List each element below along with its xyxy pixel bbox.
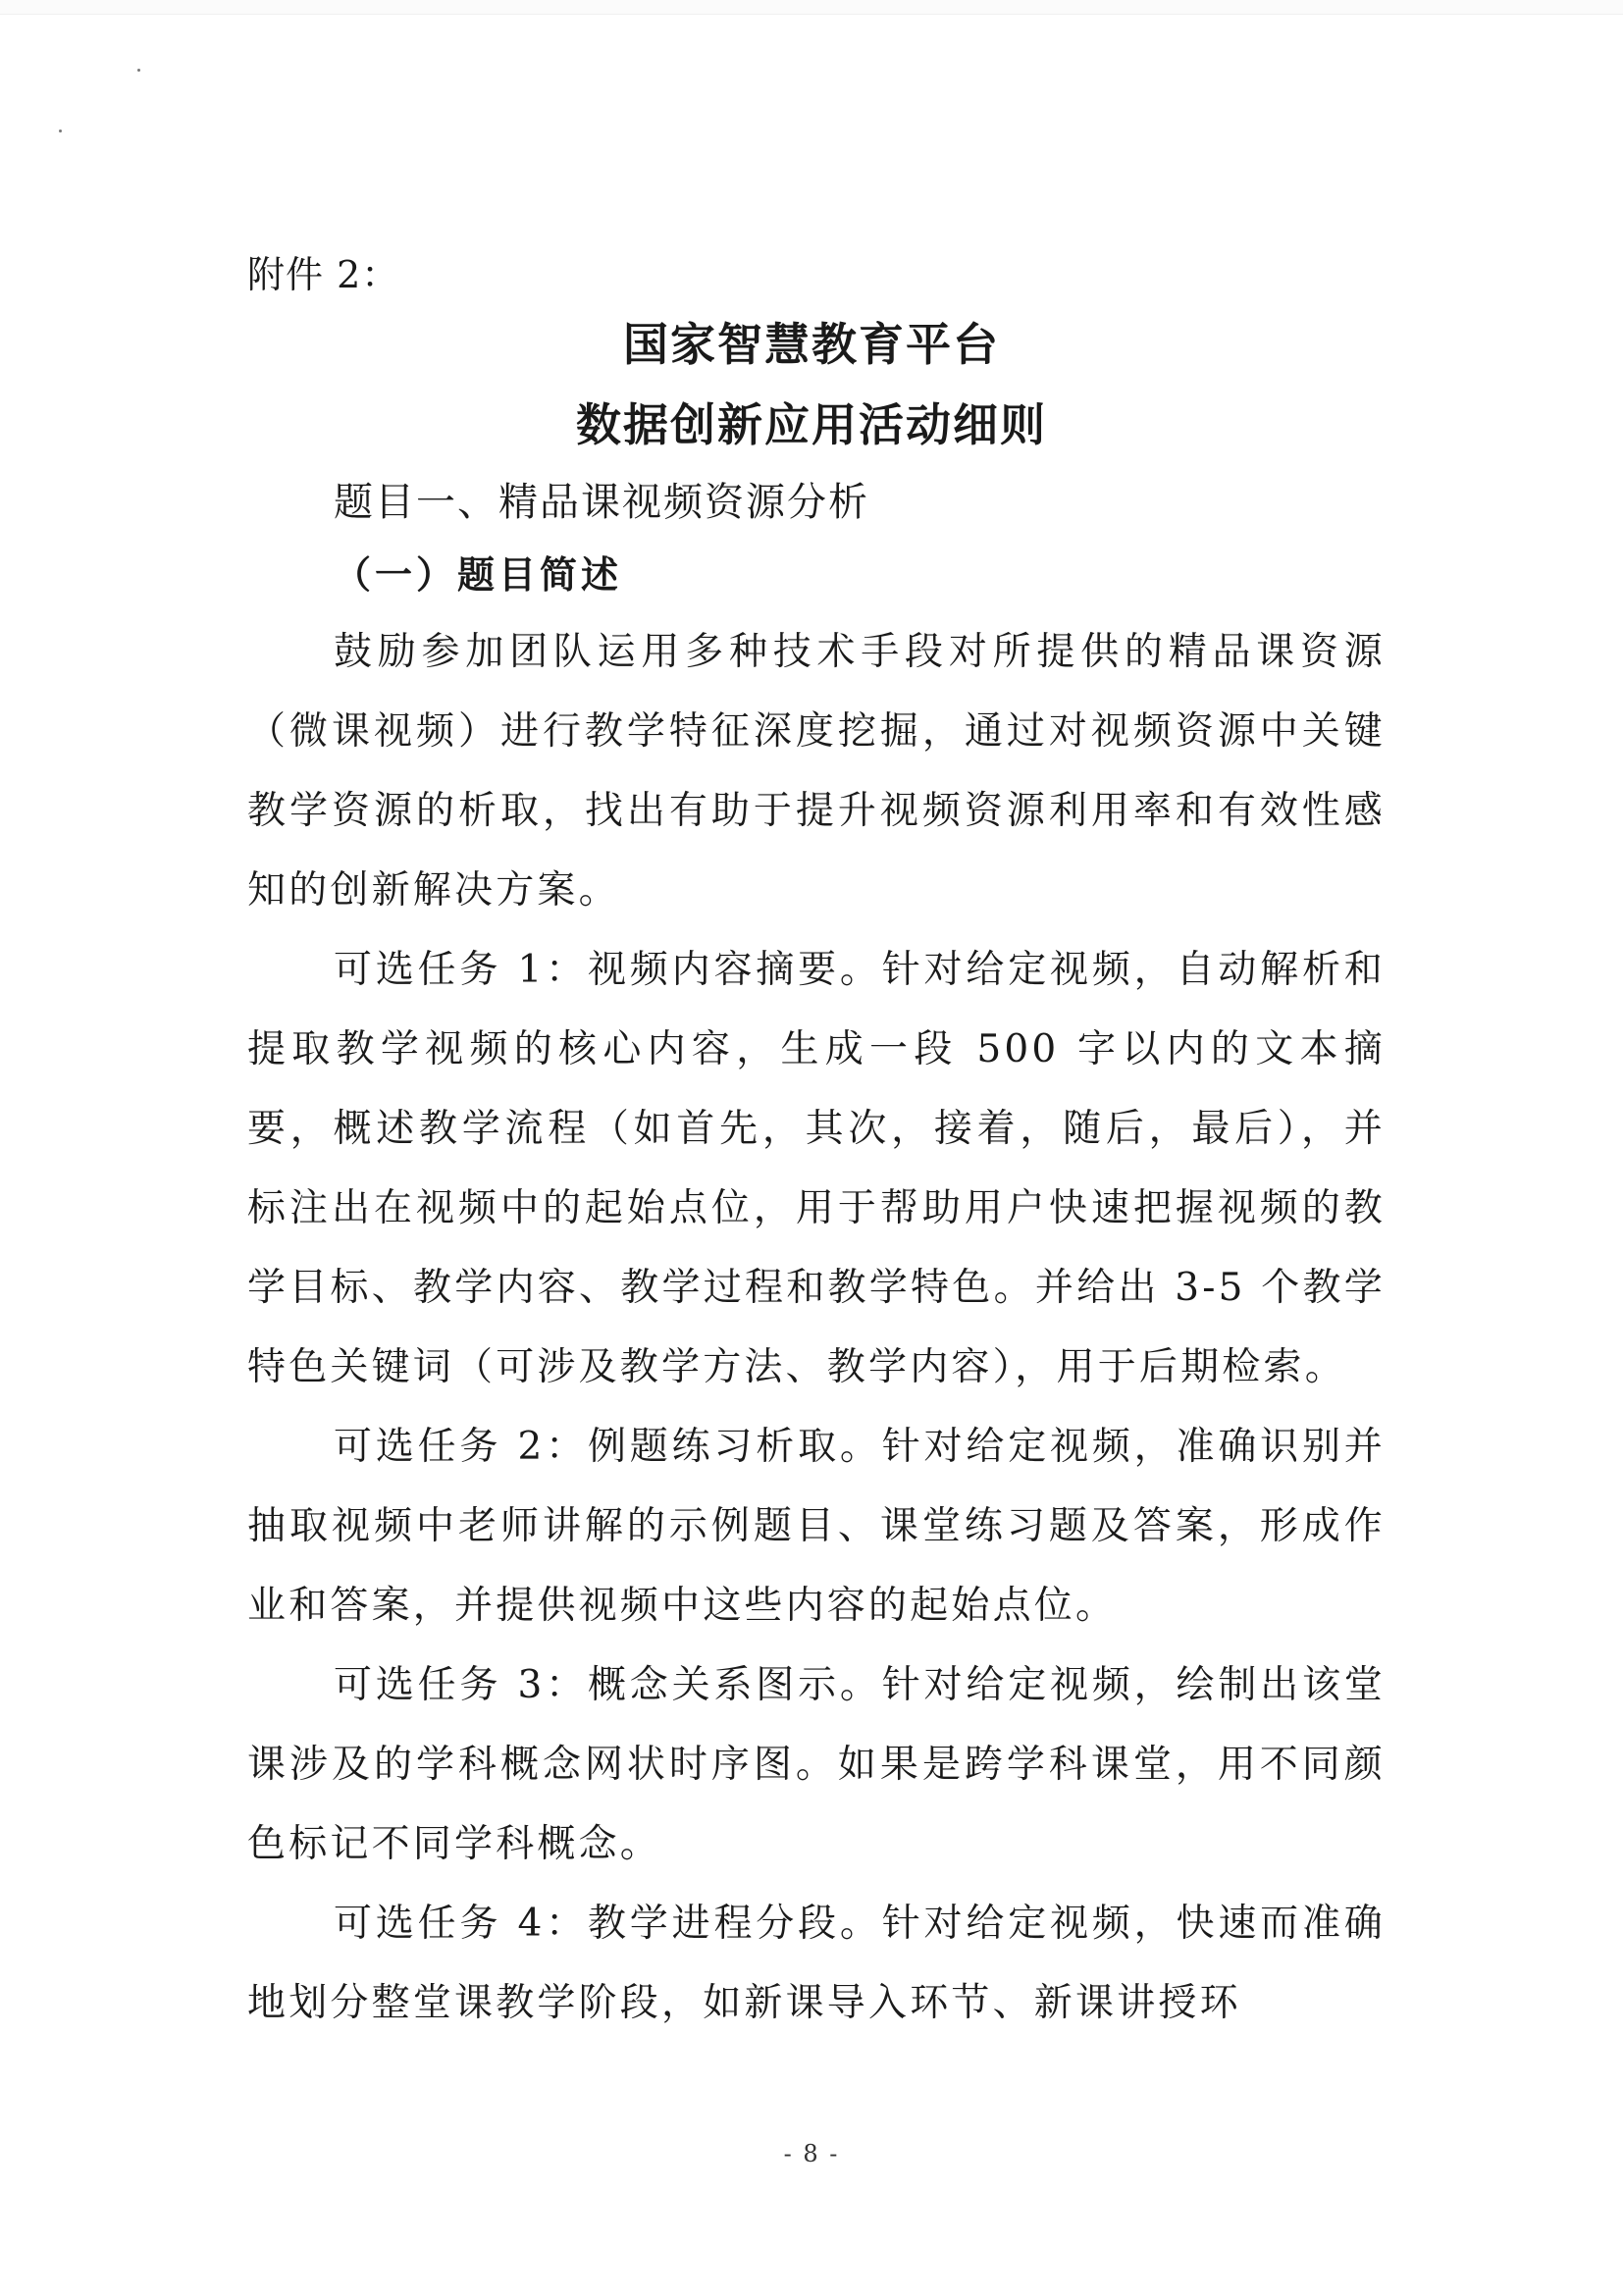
- scan-speck: [59, 130, 62, 132]
- paragraph-task-3: 可选任务 3：概念关系图示。针对给定视频，绘制出该堂课涉及的学科概念网状时序图。如果是跨学科课堂，用不同颜色标记不同学科概念。: [247, 1663, 1386, 1866]
- paragraph-intro: 鼓励参加团队运用多种技术手段对所提供的精品课资源（微课视频）进行教学特征深度挖掘，通过对视频资源中关键教学资源的析取，找出有助于提升视频资源利用率和有效性感知的创新解决方案。: [247, 630, 1386, 913]
- paragraph-task-2: 可选任务 2：例题练习析取。针对给定视频，准确识别并抽取视频中老师讲解的示例题目、课堂练习题及答案，形成作业和答案，并提供视频中这些内容的起始点位。: [247, 1425, 1386, 1628]
- page-number: - 8 -: [783, 2140, 840, 2167]
- body-text: [247, 612, 1386, 2043]
- topic-heading: 题目一、精品课视频资源分析: [334, 480, 869, 525]
- section-heading: （一）题目简述: [334, 553, 623, 597]
- scan-speck: [137, 69, 140, 72]
- attachment-label: 附件 2：: [247, 253, 400, 296]
- document-title-line-2: 数据创新应用活动细则: [576, 398, 1047, 451]
- paragraph-task-1: 可选任务 1：视频内容摘要。针对给定视频，自动解析和提取教学视频的核心内容，生成一段 500 字以内的文本摘要，概述教学流程（如首先，其次，接着，随后，最后），并标注出在视频中的起始点位，用于帮助用户快速把握视频的教学目标、教学内容、教学过程和教学特色。并给出 3-5 个教学特色关键词（可涉及教学方法、教学内容），用于后期检索。: [247, 948, 1386, 1389]
- document-title-line-1: 国家智慧教育平台: [623, 318, 1000, 371]
- scan-top-edge: [0, 0, 1623, 15]
- paragraph-task-4: 可选任务 4：教学进程分段。针对给定视频，快速而准确地划分整堂课教学阶段，如新课导入环节、新课讲授环: [247, 1902, 1386, 2025]
